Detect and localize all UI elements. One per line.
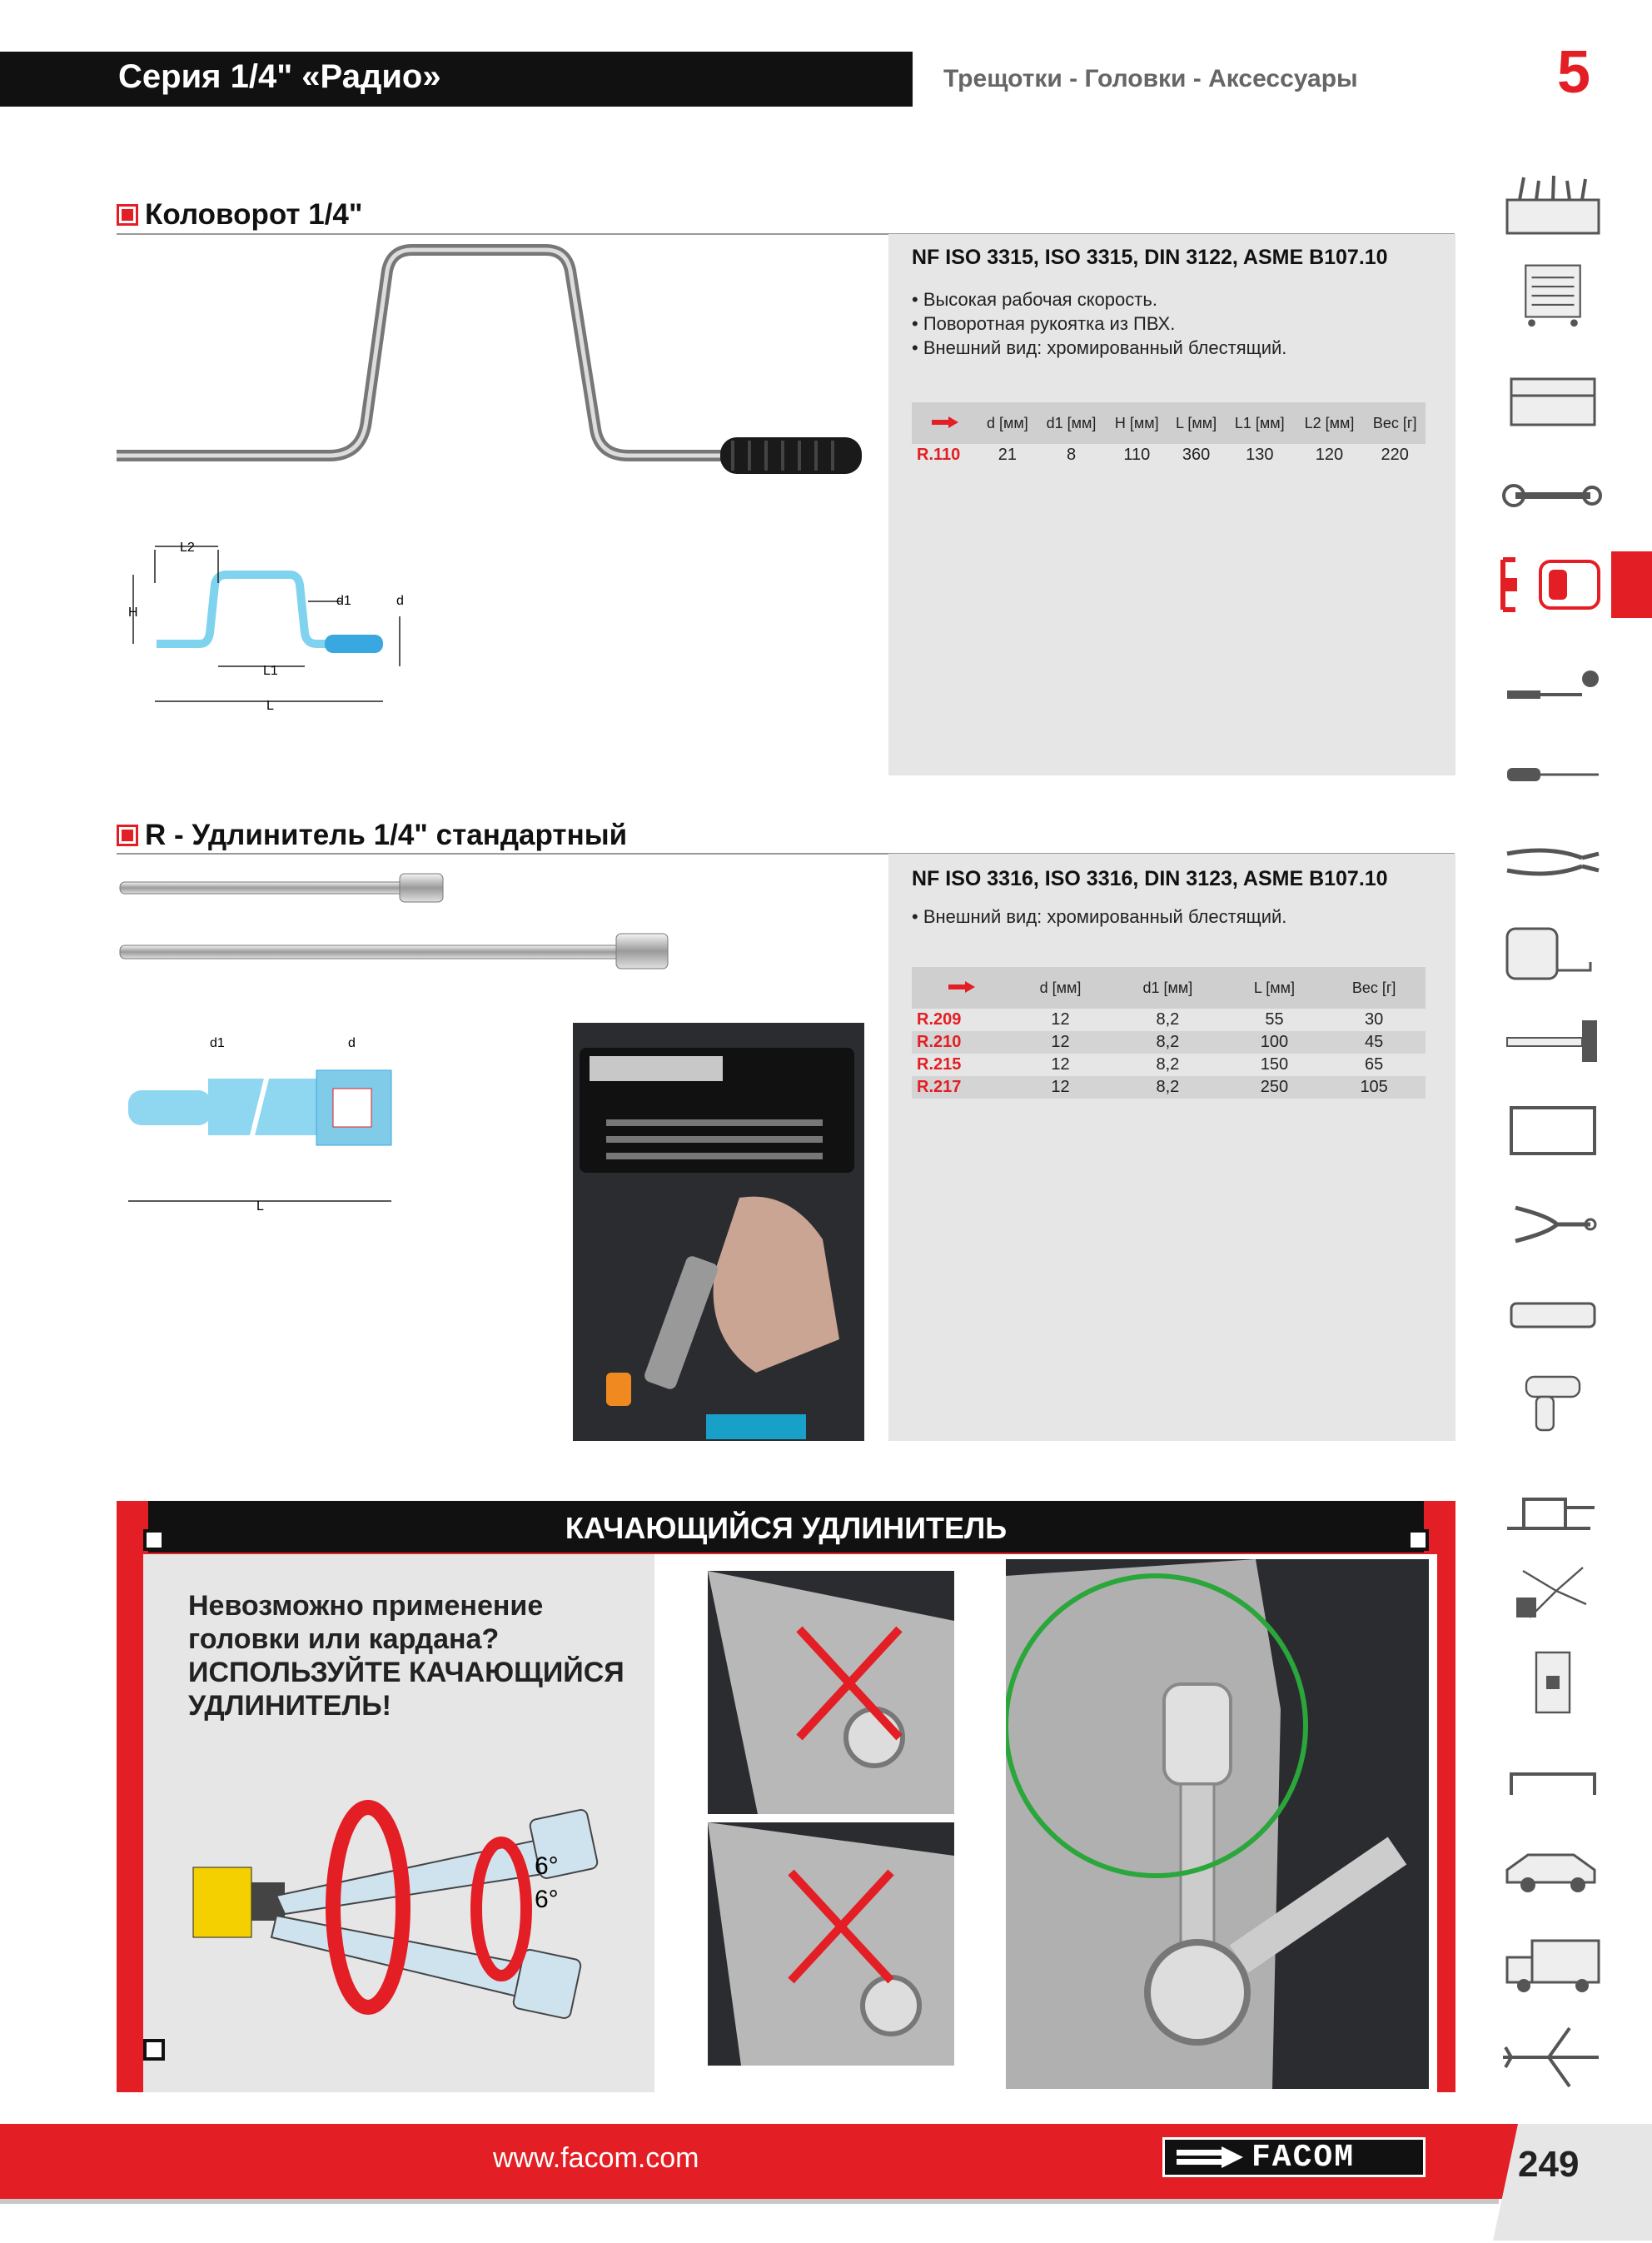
puller-icon[interactable] <box>1499 1191 1607 1258</box>
corner-marker-icon <box>143 1529 165 1551</box>
brace-standards: NF ISO 3315, ISO 3315, DIN 3122, ASME B107.10 <box>912 246 1388 269</box>
extension-heading-text: R - Удлинитель 1/4" стандартный <box>145 819 628 851</box>
extension-heading <box>117 819 627 852</box>
truck-icon[interactable] <box>1499 1932 1607 1999</box>
col-l2: L2 [мм] <box>1295 402 1365 444</box>
corner-marker-icon <box>1407 1529 1429 1551</box>
wrong-usage-photo-2 <box>708 1822 954 2066</box>
banner-line-3: ИСПОЛЬЗУЙТЕ КАЧАЮЩИЙСЯ <box>188 1657 624 1688</box>
dim-d-label: d <box>396 594 404 608</box>
banner-line-2: головки или кардана? <box>188 1623 500 1655</box>
col-h: H [мм] <box>1106 402 1167 444</box>
dim-d1-label: d1 <box>210 1036 225 1050</box>
table-row <box>912 1054 1426 1076</box>
facom-logo-icon <box>912 402 978 444</box>
table-cell: 12 <box>1012 1031 1109 1054</box>
col-d1: d1 [мм] <box>1037 402 1107 444</box>
banner-message <box>188 1589 624 1722</box>
extension-standards: NF ISO 3316, ISO 3316, DIN 3123, ASME B107.10 <box>912 867 1388 890</box>
col-d: d [мм] <box>1012 967 1109 1009</box>
impact-wrench-icon[interactable] <box>1499 1370 1607 1437</box>
tester-icon[interactable] <box>1499 1283 1607 1349</box>
extension-spec-panel <box>888 854 1455 1441</box>
extension-dimension-diagram <box>125 1029 408 1220</box>
table-cell: 30 <box>1365 1010 1384 1029</box>
table-cell: 65 <box>1365 1055 1384 1074</box>
banner-line-4: УДЛИНИТЕЛЬ! <box>188 1690 391 1722</box>
table-cell: 110 <box>1123 446 1151 464</box>
page-subtitle: Трещотки - Головки - Аксессуары <box>943 65 1358 92</box>
electrical-breaker-icon[interactable] <box>1499 1649 1607 1716</box>
table-cell: 12 <box>1012 1076 1109 1099</box>
table-cell: 12 <box>1051 1055 1070 1074</box>
dim-l1-label: L1 <box>263 664 278 678</box>
extension-spec-table <box>912 967 1426 1099</box>
wobble-extension-diagram <box>185 1791 651 2074</box>
brace-bullet-2: • Поворотная рукоятка из ПВХ. <box>912 313 1176 334</box>
table-header-row <box>912 967 1426 1009</box>
col-l: L [мм] <box>1227 967 1323 1009</box>
bullet-square-icon <box>117 204 138 226</box>
dim-h-label: H <box>128 606 138 620</box>
ref-cell: R.110 <box>917 446 961 464</box>
table-cell: 150 <box>1260 1055 1289 1074</box>
ref-cell: R.217 <box>912 1076 1012 1099</box>
col-d: d [мм] <box>978 402 1037 444</box>
ref-cell: R.215 <box>917 1055 962 1074</box>
tool-drawer-icon[interactable] <box>1499 371 1607 437</box>
facom-brand-text: FACOM <box>1251 2139 1356 2176</box>
bullet-square-icon <box>117 825 138 846</box>
table-cell: 55 <box>1265 1010 1284 1029</box>
table-header-row <box>912 402 1426 444</box>
table-cell: 8,2 <box>1109 1031 1227 1054</box>
angle-top-label: 6° <box>535 1852 559 1880</box>
extension-product-image <box>117 862 683 979</box>
facom-logo-icon <box>912 967 1012 1009</box>
banner-line-1: Невозможно применение <box>188 1590 544 1622</box>
brace-heading <box>117 198 362 232</box>
table-cell: 100 <box>1227 1031 1323 1054</box>
table-cell: 8,2 <box>1156 1010 1180 1029</box>
table-row <box>912 1031 1426 1054</box>
footer-url-link[interactable]: www.facom.com <box>493 2142 699 2174</box>
ref-cell: R.210 <box>912 1031 1012 1054</box>
brace-bullet-1: • Высокая рабочая скорость. <box>912 289 1157 310</box>
table-cell: 120 <box>1315 446 1344 464</box>
wrench-icon[interactable] <box>1499 462 1607 529</box>
hammer-icon[interactable] <box>1499 1008 1607 1074</box>
banner-title: КАЧАЮЩИЙСЯ УДЛИНИТЕЛЬ <box>565 1511 1008 1545</box>
table-cell: 250 <box>1227 1076 1323 1099</box>
dim-d-label: d <box>348 1036 356 1050</box>
table-cell: 130 <box>1246 446 1274 464</box>
extension-bullet-1: • Внешний вид: хромированный блестящий. <box>912 906 1287 927</box>
tool-box-icon[interactable] <box>1499 171 1607 237</box>
facom-arrow-icon <box>1177 2146 1243 2168</box>
dim-l2-label: L2 <box>180 541 195 555</box>
col-weight: Вес [г] <box>1322 967 1426 1009</box>
ratchet-icon[interactable] <box>1499 654 1607 720</box>
angle-bottom-label: 6° <box>535 1886 559 1913</box>
brace-bullet-3: • Внешний вид: хромированный блестящий. <box>912 337 1287 358</box>
ref-cell: R.209 <box>917 1010 962 1029</box>
table-cell: 360 <box>1182 446 1211 464</box>
footer-underline <box>0 2199 1499 2204</box>
tool-cabinet-icon[interactable] <box>1499 262 1607 329</box>
col-l: L [мм] <box>1167 402 1225 444</box>
screwdriver-icon[interactable] <box>1499 741 1607 808</box>
brace-dimension-diagram <box>117 533 416 716</box>
chapter-number: 5 <box>1557 39 1591 106</box>
brace-spec-table <box>912 402 1426 466</box>
page-title: Серия 1/4" «Радио» <box>118 58 441 95</box>
pliers-icon[interactable] <box>1499 829 1607 895</box>
wrong-usage-photo-1 <box>708 1571 954 1814</box>
table-cell: 12 <box>1051 1010 1070 1029</box>
tape-measure-icon[interactable] <box>1499 920 1607 987</box>
table-row <box>912 444 1426 466</box>
vise-icon[interactable] <box>1499 1474 1607 1541</box>
socket-icon[interactable] <box>1499 551 1607 618</box>
table-cell: 8 <box>1066 446 1077 464</box>
table-cell: 8,2 <box>1109 1076 1227 1099</box>
corner-marker-icon <box>143 2039 165 2061</box>
table-row <box>912 1076 1426 1099</box>
dim-d1-label: d1 <box>336 594 351 608</box>
facom-logo <box>1162 2137 1426 2177</box>
page-number: 249 <box>1518 2144 1580 2185</box>
safety-icon[interactable] <box>1499 1558 1607 1624</box>
hacksaw-icon[interactable] <box>1499 1099 1607 1166</box>
table-cell: 45 <box>1322 1031 1426 1054</box>
col-weight: Вес [г] <box>1364 402 1426 444</box>
handle-icon[interactable] <box>1499 1749 1607 1816</box>
table-cell: 8,2 <box>1156 1055 1180 1074</box>
brace-spec-panel <box>888 234 1455 775</box>
engine-photo <box>573 1023 864 1441</box>
correct-usage-photo <box>1006 1559 1429 2089</box>
col-d1: d1 [мм] <box>1109 967 1227 1009</box>
brace-product-image <box>112 237 878 504</box>
table-row <box>912 1009 1426 1031</box>
car-icon[interactable] <box>1499 1837 1607 1903</box>
col-l1: L1 [мм] <box>1225 402 1295 444</box>
table-cell: 21 <box>998 446 1017 464</box>
brace-heading-text: Коловорот 1/4" <box>145 198 363 231</box>
dim-l-label: L <box>256 1199 264 1214</box>
airplane-icon[interactable] <box>1499 2024 1607 2091</box>
dim-l-label: L <box>266 699 274 713</box>
table-cell: 220 <box>1381 446 1409 464</box>
selected-chapter-marker <box>1611 551 1652 618</box>
table-cell: 105 <box>1322 1076 1426 1099</box>
